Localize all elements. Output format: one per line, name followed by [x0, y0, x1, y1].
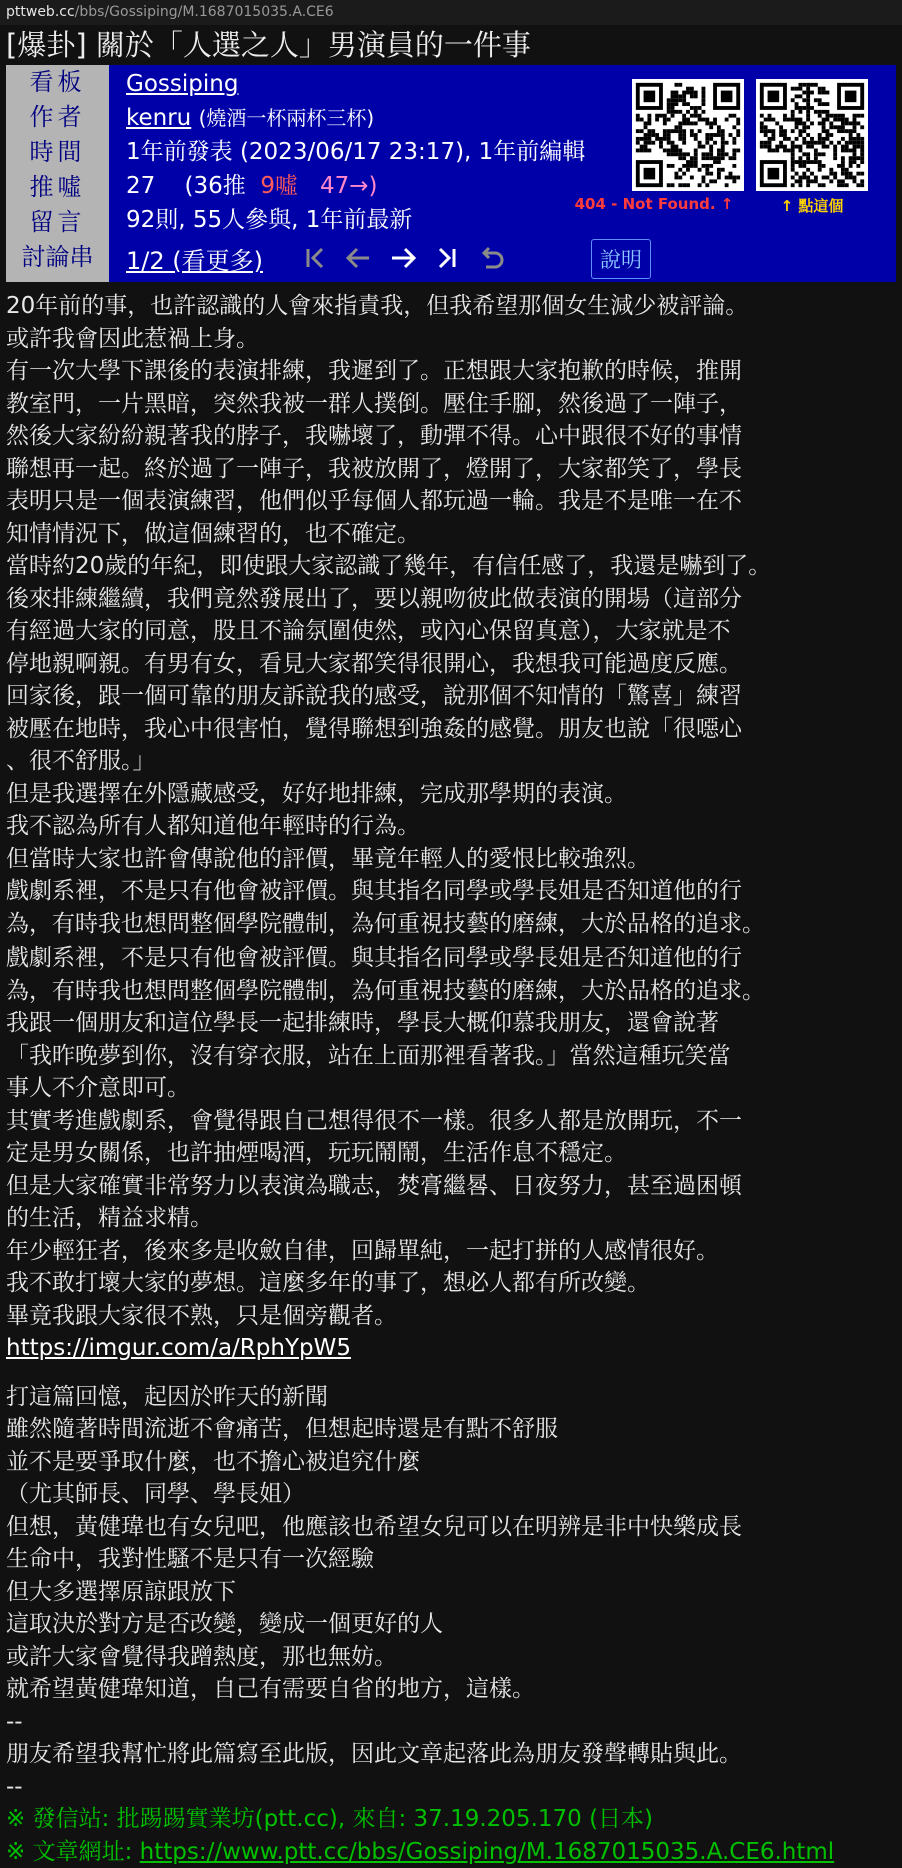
body-line: 年少輕狂者，後來多是收斂自律，回歸單純，一起打拼的人感情很好。 [6, 1235, 896, 1268]
undo-icon[interactable] [476, 243, 506, 273]
body-line: 但是大家確實非常努力以表演為職志，焚膏繼晷、日夜努力，甚至過困頓 [6, 1170, 896, 1203]
url-path: /bbs/Gossiping/M.1687015035.A.CE6 [75, 4, 334, 20]
signature-source: ※ 發信站: 批踢踢實業坊(ptt.cc), 來自: 37.19.205.170 (日本) [6, 1803, 896, 1836]
post-time: 1年前發表 (2023/06/17 23:17), 1年前編輯 [126, 135, 666, 169]
body-line: 為，有時我也想問整個學院體制，為何重視技藝的磨練，大於品格的追求。 [6, 975, 896, 1008]
body-line: 的生活，精益求精。 [6, 1202, 896, 1235]
body-line: 然後大家紛紛親著我的脖子，我嚇壞了，動彈不得。心中跟很不好的事情 [6, 420, 896, 453]
thread-nav [126, 235, 666, 279]
body-line: 停地親啊親。有男有女，看見大家都笑得很開心，我想我可能過度反應。 [6, 648, 896, 681]
body-line: 戲劇系裡，不是只有他會被評價。與其指名同學或學長姐是否知道他的行 [6, 942, 896, 975]
body-line: 「我昨晚夢到你，沒有穿衣服，站在上面那裡看著我。」當然這種玩笑當 [6, 1040, 896, 1073]
body-line: 當時約20歲的年紀，即使跟大家認識了幾年，有信任感了，我還是嚇到了。 [6, 550, 896, 583]
body-line: 知情情況下，做這個練習的，也不確定。 [6, 518, 896, 551]
body-line: 有經過大家的同意，股且不論氛圍使然，或內心保留真意），大家就是不 [6, 615, 896, 648]
article-title: [爆卦] 關於「人選之人」男演員的一件事 [0, 25, 902, 65]
label-author: 作者 [6, 100, 109, 135]
signature-url-link[interactable]: https://www.ptt.cc/bbs/Gossiping/M.1687015035.A.CE6.html [140, 1839, 835, 1865]
comment-stats: 92則, 55人參與, 1年前最新 [126, 203, 666, 237]
body-line: 或許大家會覺得我蹭熱度，那也無妨。 [6, 1641, 896, 1674]
boo-count: 9噓 [260, 173, 298, 199]
next-icon[interactable] [388, 243, 418, 273]
qr-left-caption: 404 - Not Found. ↑ [574, 195, 734, 213]
qr-right-caption: ↑ 點這個 [766, 195, 858, 216]
prev-icon[interactable] [344, 243, 374, 273]
label-thread: 討論串 [6, 240, 109, 275]
first-page-icon[interactable] [301, 243, 331, 273]
body-line: 定是男女關係，也許抽煙喝酒，玩玩鬧鬧，生活作息不穩定。 [6, 1137, 896, 1170]
body-line: 其實考進戲劇系，會覺得跟自己想得很不一樣。很多人都是放開玩，不一 [6, 1105, 896, 1138]
board-link[interactable]: Gossiping [126, 71, 238, 97]
body-line: 表明只是一個表演練習，他們似乎每個人都玩過一輪。我是不是唯一在不 [6, 485, 896, 518]
thread-page-link[interactable]: 1/2 (看更多) [126, 241, 263, 276]
label-board: 看板 [6, 65, 109, 100]
body-line: 這取決於對方是否改變，變成一個更好的人 [6, 1608, 896, 1641]
body-line: 、很不舒服。」 [6, 745, 896, 778]
body-line: 朋友希望我幫忙將此篇寫至此版，因此文章起落此為朋友發聲轉貼與此。 [6, 1738, 896, 1771]
label-comments: 留言 [6, 205, 109, 240]
body-line: 但是我選擇在外隱藏感受，好好地排練，完成那學期的表演。 [6, 778, 896, 811]
body-line: 我跟一個朋友和這位學長一起排練時，學長大概仰慕我朋友，還會說著 [6, 1007, 896, 1040]
qr-code-icon [632, 79, 744, 191]
body-line: 打這篇回憶，起因於昨天的新聞 [6, 1381, 896, 1414]
label-score: 推噓 [6, 170, 109, 205]
body-line: 我不認為所有人都知道他年輕時的行為。 [6, 810, 896, 843]
signature-url-line [6, 1836, 896, 1868]
score-total: 27 [126, 173, 155, 199]
body-section-1 [6, 290, 896, 940]
body-line: 生命中，我對性騷不是只有一次經驗 [6, 1543, 896, 1576]
body-section-3 [6, 1381, 896, 1868]
body-line: 我不敢打壞大家的夢想。這麼多年的事了，想必人都有所改變。 [6, 1267, 896, 1300]
body-line: 就希望黃健瑋知道，自己有需要自省的地方，這樣。 [6, 1673, 896, 1706]
body-line: 但當時大家也許會傳說他的評價，畢竟年輕人的愛恨比較強烈。 [6, 843, 896, 876]
body-line: 20年前的事，也許認識的人會來指責我，但我希望那個女生減少被評論。 [6, 290, 896, 323]
arrow-count: 47→) [320, 173, 378, 199]
body-line: 教室門，一片黑暗，突然我被一群人撲倒。壓住手腳，然後過了一陣子， [6, 388, 896, 421]
body-line: 畢竟我跟大家很不熟，只是個旁觀者。 [6, 1300, 896, 1333]
article-body [6, 290, 896, 1868]
push-count: (36推 [185, 173, 246, 199]
body-line: 為，有時我也想問整個學院體制，為何重視技藝的磨練，大於品格的追求。 [6, 908, 896, 941]
author-nick: (燒酒一杯兩杯三杯) [199, 106, 375, 130]
body-line: 但大多選擇原諒跟放下 [6, 1576, 896, 1609]
author-link[interactable]: kenru [126, 105, 191, 131]
body-line: 回家後，跟一個可靠的朋友訴說我的感受，說那個不知情的「驚喜」練習 [6, 680, 896, 713]
body-line: 後來排練繼續，我們竟然發展出了，要以親吻彼此做表演的開場（這部分 [6, 583, 896, 616]
article-header [6, 65, 896, 282]
body-line: 聯想再一起。終於過了一陣子，我被放開了，燈開了，大家都笑了，學長 [6, 453, 896, 486]
last-page-icon[interactable] [431, 243, 461, 273]
body-line: （尤其師長、同學、學長姐） [6, 1478, 896, 1511]
body-line: 有一次大學下課後的表演排練，我遲到了。正想跟大家抱歉的時候，推開 [6, 355, 896, 388]
body-line: -- [6, 1771, 896, 1804]
body-line: 或許我會因此惹禍上身。 [6, 323, 896, 356]
body-line: 但想，黃健瑋也有女兒吧，他應該也希望女兒可以在明辨是非中快樂成長 [6, 1511, 896, 1544]
header-labels [6, 65, 109, 282]
body-line: 被壓在地時，我心中很害怕，覺得聯想到強姦的感覺。朋友也說「很噁心 [6, 713, 896, 746]
body-line: 並不是要爭取什麼，也不擔心被追究什麼 [6, 1446, 896, 1479]
label-time: 時間 [6, 135, 109, 170]
url-host: pttweb.cc [6, 4, 75, 20]
body-line: 雖然隨著時間流逝不會痛苦，但想起時還是有點不舒服 [6, 1413, 896, 1446]
body-section-2 [6, 942, 896, 1365]
body-line: -- [6, 1706, 896, 1739]
body-line: 戲劇系裡，不是只有他會被評價。與其指名同學或學長姐是否知道他的行 [6, 875, 896, 908]
imgur-link[interactable]: https://imgur.com/a/RphYpW5 [6, 1335, 351, 1361]
signature-url-label: ※ 文章網址: [6, 1839, 140, 1865]
help-button[interactable]: 說明 [591, 239, 651, 279]
url-bar[interactable] [0, 0, 902, 25]
body-line: 事人不介意即可。 [6, 1072, 896, 1105]
qr-code-icon[interactable] [756, 79, 868, 191]
